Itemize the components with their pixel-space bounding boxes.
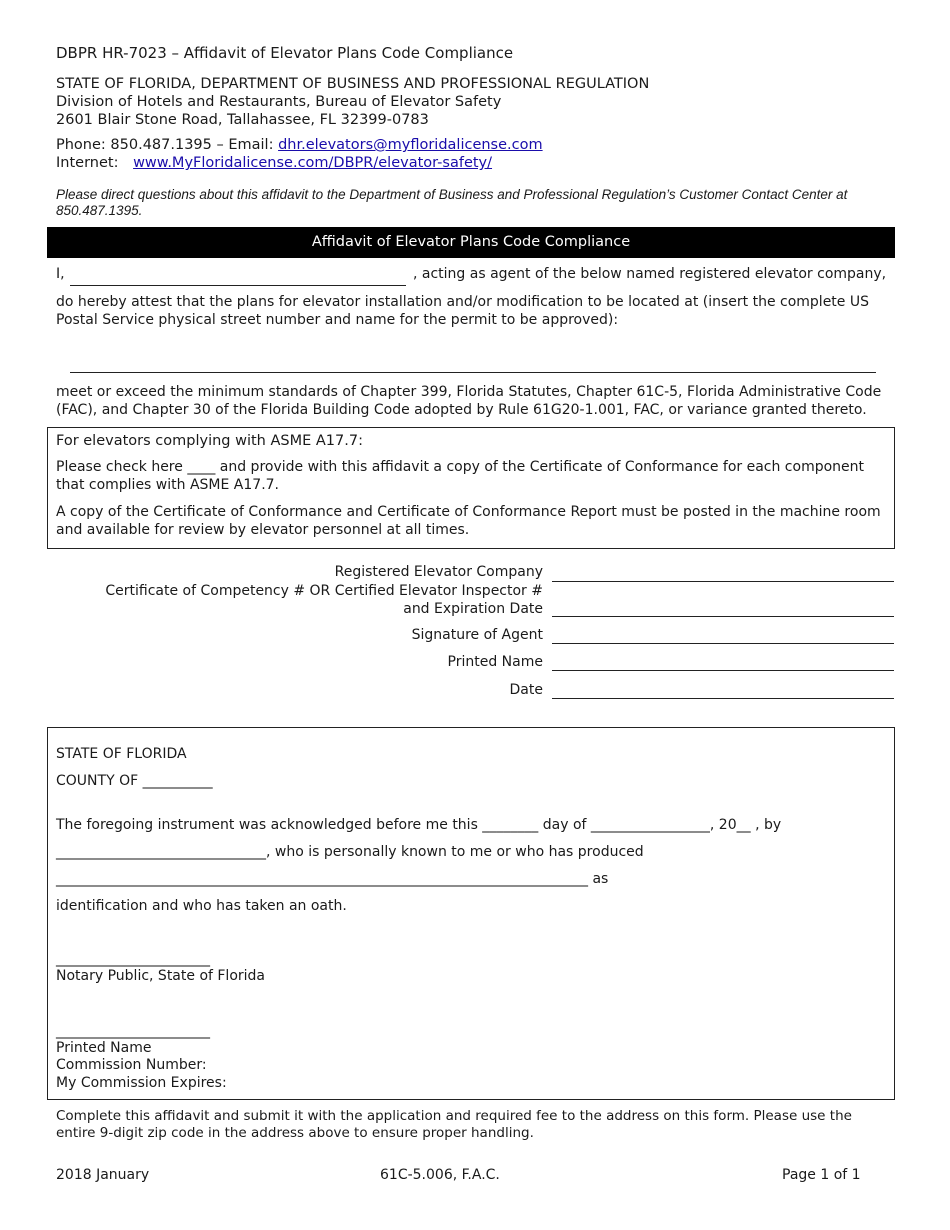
email-link[interactable]: dhr.elevators@myfloridalicense.com	[278, 137, 543, 153]
date-label: Date	[509, 682, 543, 698]
website-link[interactable]: www.MyFloridalicense.com/DBPR/elevator-safety/	[133, 155, 493, 171]
form-title: DBPR HR-7023 – Affidavit of Elevator Plans Code Compliance	[56, 44, 514, 62]
notary-public-label: Notary Public, State of Florida	[56, 968, 266, 984]
asme-check-text: Please check here ____ and provide with this affidavit a copy of the Certificate of Conformance for each component that complies with ASME A17.7.	[56, 459, 865, 493]
competency-line[interactable]	[552, 616, 894, 617]
division-name: Division of Hotels and Restaurants, Bureau of Elevator Safety	[56, 94, 502, 110]
footer-rule: 61C-5.006, F.A.C.	[380, 1167, 500, 1183]
printed-name-line[interactable]	[552, 670, 894, 671]
asme-box	[47, 427, 895, 549]
agency-address: 2601 Blair Stone Road, Tallahassee, FL 32399-0783	[56, 112, 429, 128]
notary-box	[47, 727, 895, 1100]
asme-posting-text: A copy of the Certificate of Conformance and Certificate of Conformance Report must be posted in the machine room and available for review by elevator personnel at all times.	[56, 504, 881, 538]
ack-line-1: The foregoing instrument was acknowledged before me this ________ day of _________________, 20__ , by	[56, 817, 782, 833]
contact-website	[56, 155, 492, 171]
notary-county: COUNTY OF __________	[56, 773, 213, 789]
section-banner	[47, 227, 895, 258]
asme-heading: For elevators complying with ASME A17.7:	[56, 433, 363, 449]
signature-label: Signature of Agent	[411, 627, 543, 643]
date-line[interactable]	[552, 698, 894, 699]
footer-page: Page 1 of 1	[782, 1167, 861, 1183]
contact-phone-email	[56, 137, 543, 153]
ack-line-3: ____________________________________________________________________________ as	[56, 871, 609, 887]
internet-label: Internet:	[56, 155, 124, 171]
ack-line-4: identification and who has taken an oath.	[56, 898, 347, 914]
competency-label: Certificate of Competency # OR Certified Elevator Inspector #	[105, 583, 543, 599]
plans-location-text: do hereby attest that the plans for elevator installation and/or modification to be located at (insert the complete US Postal Service physical street number and name for the permit to be approved):	[56, 294, 869, 328]
footer-date: 2018 January	[56, 1167, 150, 1183]
signature-line[interactable]	[552, 643, 894, 644]
submit-note: Complete this affidavit and submit it with the application and required fee to the address on this form. Please use the entire 9-digit zip code in the address above to ensure proper handling.	[56, 1108, 852, 1141]
ack-line-2: ______________________________, who is personally known to me or who has produced	[56, 844, 644, 860]
commission-number: Commission Number:	[56, 1057, 207, 1073]
questions-note: Please direct questions about this affidavit to the Department of Business and Professional Regulation’s Customer Contact Center at 850.487.1395.	[56, 187, 848, 218]
notary-state: STATE OF FLORIDA	[56, 746, 187, 762]
standards-text: meet or exceed the minimum standards of Chapter 399, Florida Statutes, Chapter 61C-5, Florida Administrative Code (FAC), and Chapter 30 of the Florida Building Code adopted by Rule 61G20-1.001, FAC, or variance granted thereto.	[56, 384, 882, 418]
notary-printed-name: Printed Name	[56, 1040, 152, 1056]
phone-label: Phone: 850.487.1395 – Email:	[56, 137, 279, 153]
company-line[interactable]	[552, 581, 894, 582]
notary-signature-line[interactable]: ______________________	[56, 951, 210, 967]
expiration-label: and Expiration Date	[403, 601, 543, 617]
agent-text: , acting as agent of the below named registered elevator company,	[413, 266, 887, 282]
printed-name-label: Printed Name	[447, 654, 543, 670]
commission-expires: My Commission Expires:	[56, 1075, 227, 1091]
i-label: I,	[56, 266, 65, 282]
banner-title: Affidavit of Elevator Plans Code Compliance	[311, 234, 631, 250]
company-label: Registered Elevator Company	[334, 564, 543, 580]
agent-name-line[interactable]	[70, 285, 406, 286]
agency-name: STATE OF FLORIDA, DEPARTMENT OF BUSINESS AND PROFESSIONAL REGULATION	[56, 76, 650, 92]
location-address-line[interactable]	[70, 372, 876, 373]
notary-name-line[interactable]: ______________________	[56, 1023, 210, 1039]
